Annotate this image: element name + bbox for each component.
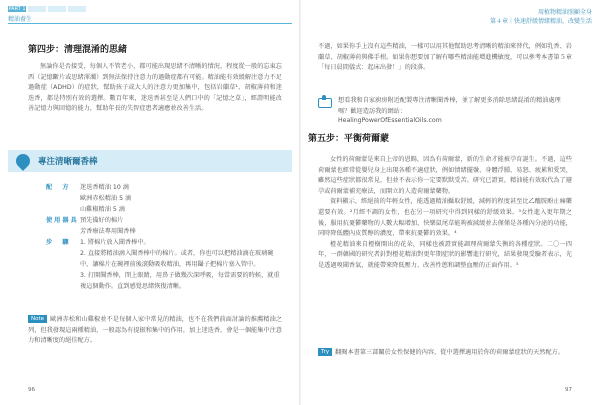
- header-rule: [8, 23, 292, 24]
- recipe-label: 使用器具: [46, 217, 79, 224]
- recipe-row: [46, 270, 282, 292]
- recipe-value: 預先備好的棉片: [80, 217, 124, 224]
- running-head-line: 第４章｜快速舒緩情緒精油，改變生活: [489, 18, 592, 25]
- recipe-value: 山雞椒精油 5 滴: [80, 206, 125, 213]
- tip-url: HealingPowerOfEssentialOils.com: [338, 117, 442, 125]
- recipe-label: [46, 248, 80, 270]
- note-badge: Note: [28, 315, 47, 323]
- part-tabs: [8, 6, 86, 12]
- body-text: [318, 155, 572, 272]
- recipe-value: 1. 將棉片放入聞香棒中。: [80, 239, 150, 246]
- recipe-row: [46, 248, 282, 270]
- running-head-line: 用植物精油照顧全身: [537, 9, 592, 16]
- recipe-value: 迷迭香精油 10 滴: [80, 184, 129, 191]
- recipe-row: [46, 182, 282, 193]
- part-tab: [48, 6, 66, 12]
- recipe-title-bar: [8, 150, 292, 172]
- try-badge: Try: [318, 348, 332, 356]
- body-paragraph: 無論你是否接受，每個人不管老小，都可能出現思緒不清晰的情況，程度從一般的忘東忘西（記憶斷片或思緒渾濁）到無法保持注意力的過動症都有可能。精油能有效緩解注意力不足過動症（ADHD）的症狀，幫助孩子或大人的注意力更加集中，包括岩蘭草¹、胡椒薄荷和迷迭香，都是特別有效的選擇。數百年來，迷迭香甚至是人們口中的「記憶之草」，經證明能改善記憶力與回憶的能力，幫助年長的失智症患者適應並改善生活。: [28, 63, 282, 113]
- tip-text: 想看我和自家廚房附近配製專注清晰聞香棒，並了解更多消除思緒混淆的精油處理嗎？歡迎造訪我的網站：: [338, 97, 561, 115]
- recipe-label: [46, 226, 80, 237]
- body-paragraph: 資料顯示，經絕前的年輕女性，能透過精油攝取舒緩，減輕的程度甚至比乙醯胺酚止痛藥還要有效。²月經不調的女性，也在另一項研究中得到同樣的舒緩效果。³女性進入更年期之後，服用抗憂鬱藥物的人數大幅增加，快樂鼠尾草能夠被減緩並去僅僅是各種內分泌的功能，同時降低體內皮質醇的濃度，帶來抗憂鬱的效果。⁴: [318, 198, 572, 238]
- body-paragraph: 女性的荷爾蒙是來自上帝的恩賜，因為有荷爾蒙，新的生命才能被孕育誕生。不過，這些荷爾蒙也經常從嬰兒身上出現各種不適症狀，例如情緒擺盪、身體浮腫、易怒、疲累和愛哭，雖然這些症狀都很常見，但並不表示你一定要默默受苦。研究已證實，精油能有效取代為了避孕或荷爾蒙補充療法，而開立的人造荷爾蒙藥物。: [318, 156, 572, 195]
- body-paragraph: 橙花精油來自橙樹開出的花朵，同樣也被證實能調理荷爾蒙失衡的各種症狀。二〇一四年，一群韓國的研究者針對橙花精油對更年期症狀的影響進行研究，結果發現受驗者表示，光是透過嗅聞香氣，就能帶來降低壓力、改善性慾和調整血壓的正面作用。⁵: [318, 240, 572, 269]
- recipe-value: 歐洲赤松精油 5 滴: [80, 195, 132, 202]
- recipe-value: 3. 打開聞香棒，閉上眼睛，用鼻子做幾次深呼吸，每當需要的時候，就重複這個動作。直到感覺思緒恢復清晰。: [80, 272, 280, 290]
- recipe-row: [46, 215, 282, 226]
- running-head: 精油養生: [8, 16, 33, 23]
- recipe-row: [46, 226, 282, 237]
- thumb-up-icon: [318, 98, 332, 108]
- recipe-label: [46, 204, 80, 215]
- note-text: 歐洲赤松和山雞椒並不是每個人家中常見的精油，也不在我們前面討論的推薦精油之列，但我發現這兩種精油，一般認為有提振和集中的作用，加上迷迭香，會是一個能集中注意力和清晰度的絕佳配方。: [28, 316, 282, 345]
- step-heading: 第五步：平衡荷爾蒙: [308, 134, 390, 144]
- recipe-row: [46, 204, 282, 215]
- recipe-label: 步 驟: [46, 239, 71, 246]
- recipe-label: 配 方: [46, 184, 71, 191]
- page-number: 96: [28, 387, 35, 393]
- recipe-row: [46, 193, 282, 204]
- tip-box: [318, 96, 572, 124]
- recipe-value: 2. 直接將精油滴入聞香棒中的棉片。或者，你也可以把精油滴在玻璃碗中，讓棉片在碗裡前後滾動吸收精油，再用鑷子把棉片塞入管中。: [80, 250, 274, 268]
- recipe-row: [46, 237, 282, 248]
- drop-icon: [13, 151, 33, 171]
- recipe-label: [46, 270, 80, 292]
- page-number: 97: [565, 387, 572, 393]
- recipe-label: [46, 193, 80, 204]
- running-head: [490, 8, 592, 26]
- body-paragraph: 不過，如果你手上沒有這些精油，一樣可以用其他幫助思考清晰的精油來替代，例如乳香、岩蘭草、胡椒薄荷與佛手柑。如果你想要加了解有哪些精油能增進機敏度，可以參考本書第５章「每日晨間儀式：起床出發！」的段落。: [318, 43, 572, 72]
- step-heading: 第四步：清理混淆的思緒: [28, 45, 128, 55]
- note-box: [28, 315, 282, 347]
- recipe-title: 專注清晰爾香棒: [38, 157, 98, 167]
- part-tab: [68, 6, 86, 12]
- recipe-value: 芳香療法專用聞香棒: [80, 228, 136, 235]
- part-tab: [28, 6, 46, 12]
- try-text: 翻閱本書第三部關於女性保健的內容，從中選擇適用於你的荷爾蒙症狀的天然配方。: [335, 349, 565, 356]
- recipe-body: [46, 182, 282, 292]
- try-box: [318, 348, 572, 359]
- part-tab: PART 1: [8, 6, 26, 12]
